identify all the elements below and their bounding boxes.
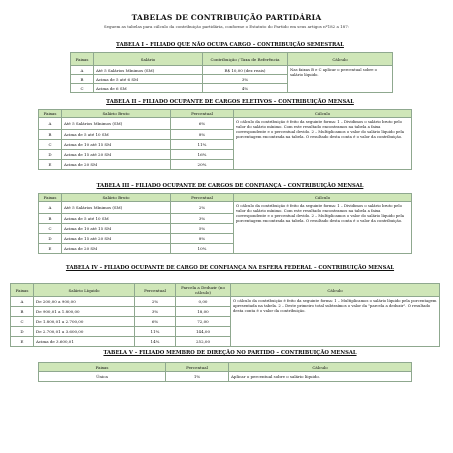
salario-cell: Acima de 15 até 20 SM — [62, 150, 171, 160]
salario-cell: De 900,01 a 1.800,00 — [34, 307, 135, 317]
faixa-cell: C — [39, 224, 62, 234]
contribution-cell: 3% — [203, 75, 288, 84]
table-row — [71, 66, 393, 75]
percentual-cell: 3% — [135, 307, 176, 317]
calculo-cell: O cálculo da contribuição é feito da seguinte forma: 1 – Dividimos o salário bruto pelo valor do salário mínimo. Com este resultado encontramos na tabela a faixa correspondente e o percentual devido. 2 – Multiplicamos o valor do salário líquido pela porcentagem encontrada na tabela. O resultado desta conta é o valor da contribuição. — [234, 202, 412, 254]
percentual-cell: 3% — [171, 214, 234, 224]
table-header: Cálculo — [231, 284, 440, 297]
salario-cell: De 2.700,01 a 3.600,00 — [34, 327, 135, 337]
salario-cell: Acima de 10 até 15 SM — [62, 140, 171, 150]
table-header: Percentual — [135, 284, 176, 297]
table-4 — [10, 283, 440, 347]
table-2 — [38, 109, 412, 170]
table-5-heading: TABELA V – FILIADO MEMBRO DE DIREÇÃO NO PARTIDO – CONTRIBUIÇÃO MENSAL — [103, 350, 357, 356]
table-header: Cálculo — [229, 363, 412, 372]
percentual-cell: 14% — [135, 337, 176, 347]
table-header: Salário — [94, 53, 203, 66]
percentual-cell: 11% — [135, 327, 176, 337]
faixa-cell: D — [39, 150, 62, 160]
percentual-cell: 11% — [171, 140, 234, 150]
percentual-cell: 8% — [171, 234, 234, 244]
table-1 — [70, 52, 393, 93]
salario-cell: Acima de 5 até 10 SM — [62, 214, 171, 224]
table-2-heading: TABELA II – FILIADO OCUPANTE DE CARGOS ELETIVOS – CONTRIBUIÇÃO MENSAL — [106, 99, 354, 105]
table-header: Faixas — [39, 110, 62, 118]
percentual-cell: 10% — [171, 244, 234, 254]
salario-cell: Acima de 5 até 6 SM — [94, 75, 203, 84]
table-header: Faixas — [71, 53, 94, 66]
table-header: Salário Líquido — [34, 284, 135, 297]
faixa-cell: A — [39, 202, 62, 214]
faixa-cell: A — [11, 297, 34, 307]
salario-cell: Acima de 15 até 20 SM — [62, 234, 171, 244]
table-header: Percentual — [171, 194, 234, 202]
table-header: Cálculo — [288, 53, 393, 66]
percentual-cell: 1% — [166, 372, 229, 382]
faixa-cell: D — [11, 327, 34, 337]
parcela-cell: 144,00 — [176, 327, 231, 337]
calculo-cell: Nas faixas B e C aplicar o percentual sobre o salário líquido. — [288, 66, 393, 93]
parcela-cell: 252,00 — [176, 337, 231, 347]
table-row — [39, 202, 412, 214]
faixa-cell: E — [39, 160, 62, 170]
percentual-cell: 20% — [171, 160, 234, 170]
salario-cell: Até 5 Salários Mínimos (SM) — [94, 66, 203, 75]
calculo-cell: O cálculo da contribuição é feito da seguinte forma: 1 – Dividimos o salário bruto pelo valor do salário mínimo. Com este resultado encontramos na tabela a faixa correspondente e o percentual devido. 2 – Multiplicamos o valor do salário líquido pela porcentagem encontrada na tabela. O resultado desta conta é o valor da contribuição. — [234, 118, 412, 170]
salario-cell: Acima de 3.600,01 — [34, 337, 135, 347]
percentual-cell: 6% — [171, 118, 234, 130]
page-title: TABELAS DE CONTRIBUIÇÃO PARTIDÁRIA — [131, 13, 322, 22]
percentual-cell: 5% — [171, 224, 234, 234]
calculo-cell: O cálculo da contribuição é feito da seguinte forma: 1 – Multiplicamos o salário líquido pela porcentagem apresentada na tabela. 2 – Deste primeiro total subtraímos o valor da "parcela a deduzir". O resultado desta conta é o valor da contribuição. — [231, 297, 440, 347]
salario-cell: Acima de 5 até 10 SM — [62, 130, 171, 140]
parcela-cell: 18,00 — [176, 307, 231, 317]
faixa-cell: Única — [39, 372, 166, 382]
contribution-cell: R$ 10,00 (dez reais) — [203, 66, 288, 75]
faixa-cell: A — [39, 118, 62, 130]
faixa-cell: B — [39, 130, 62, 140]
table-row — [39, 118, 412, 130]
faixa-cell: B — [11, 307, 34, 317]
faixa-cell: E — [39, 244, 62, 254]
table-header: Cálculo — [234, 110, 412, 118]
table-header: Faixas — [39, 194, 62, 202]
table-header: Faixas — [39, 363, 166, 372]
table-5 — [38, 362, 412, 382]
table-4-heading: TABELA IV – FILIADO OCUPANTE DE CARGO DE CONFIANÇA NA ESFERA FEDERAL – CONTRIBUIÇÃO MENSAL — [65, 265, 395, 271]
percentual-cell: 6% — [135, 317, 176, 327]
salario-cell: Acima de 20 SM — [62, 160, 171, 170]
salario-cell: Acima de 10 até 15 SM — [62, 224, 171, 234]
table-header: Salário Bruto — [62, 110, 171, 118]
faixa-cell: B — [39, 214, 62, 224]
faixa-cell: D — [39, 234, 62, 244]
contribution-cell: 4% — [203, 84, 288, 93]
table-row — [39, 372, 412, 382]
table-header: Percentual — [171, 110, 234, 118]
faixa-cell: C — [11, 317, 34, 327]
table-1-heading: TABELA I – FILIADO QUE NÃO OCUPA CARGO – CONTRIBUIÇÃO SEMESTRAL — [116, 42, 344, 48]
page-subtitle: Seguem as tabelas para cálculo da contribuição partidária, conforme o Estatuto do Partido em seus artigos nº182 a 187: — [103, 24, 350, 29]
salario-cell: Até 5 Salários Mínimos (SM) — [62, 202, 171, 214]
table-header: Salário Bruto — [62, 194, 171, 202]
table-header: Contribuição / Taxa de Referência — [203, 53, 288, 66]
table-header: Cálculo — [234, 194, 412, 202]
calculo-cell: Aplicar o percentual sobre o salário líquido. — [229, 372, 412, 382]
table-row — [11, 297, 440, 307]
faixa-cell: A — [71, 66, 94, 75]
percentual-cell: 2% — [171, 202, 234, 214]
percentual-cell: 16% — [171, 150, 234, 160]
percentual-cell: 2% — [135, 297, 176, 307]
percentual-cell: 8% — [171, 130, 234, 140]
salario-cell: De 200,00 a 900,00 — [34, 297, 135, 307]
parcela-cell: 72,00 — [176, 317, 231, 327]
table-header: Faixas — [11, 284, 34, 297]
faixa-cell: C — [39, 140, 62, 150]
faixa-cell: E — [11, 337, 34, 347]
faixa-cell: C — [71, 84, 94, 93]
parcela-cell: 0,00 — [176, 297, 231, 307]
salario-cell: De 1.800,01 a 2.700,00 — [34, 317, 135, 327]
salario-cell: Acima de 6 SM — [94, 84, 203, 93]
salario-cell: Até 5 Salários Mínimos (SM) — [62, 118, 171, 130]
table-3 — [38, 193, 412, 254]
salario-cell: Acima de 20 SM — [62, 244, 171, 254]
table-header: Percentual — [166, 363, 229, 372]
faixa-cell: B — [71, 75, 94, 84]
table-3-heading: TABELA III – FILIADO OCUPANTE DE CARGOS DE CONFIANÇA – CONTRIBUIÇÃO MENSAL — [96, 183, 364, 189]
table-header: Parcela a Deduzir (no cálculo) — [176, 284, 231, 297]
